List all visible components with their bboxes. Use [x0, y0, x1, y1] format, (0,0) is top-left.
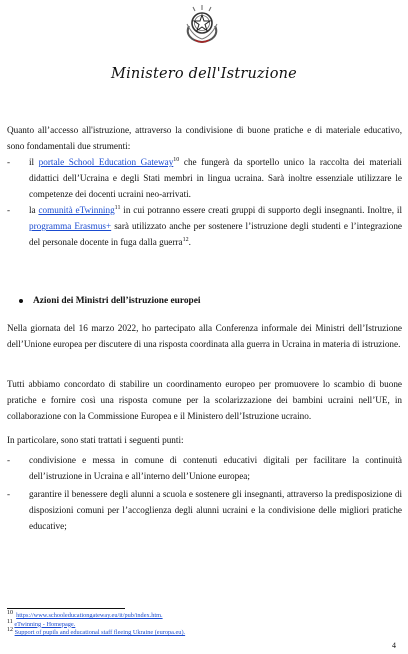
footnote-link[interactable]: Support of pupils and educational staff fleeing Ukraine (europa.eu). — [14, 629, 186, 637]
section-paragraph-3: In particolare, sono stati trattati i seguenti punti: — [7, 435, 184, 445]
footnote-link[interactable]: https://www.schooleducationgateway.eu/it/pub/index.htm. — [16, 612, 163, 619]
ministry-title: Ministero dell'Istruzione — [111, 66, 297, 82]
list-dash: - — [7, 157, 11, 167]
intro-paragraph: Quanto all’accesso all'istruzione, attraverso la condivisione di buone pratiche e di materiale educativo, sono fondamentali due strumenti: — [7, 125, 402, 151]
list-text: il — [29, 157, 39, 167]
footnote-ref: 10 — [173, 156, 180, 163]
list-item — [7, 202, 402, 250]
footnote-divider — [7, 608, 125, 609]
etwinning-link[interactable]: comunità eTwinning — [38, 205, 115, 215]
footnote-ref: 12 — [182, 236, 189, 243]
school-education-gateway-link[interactable]: portale School Education Gateway — [38, 157, 174, 167]
list-dash: - — [7, 455, 11, 465]
list-dash: - — [7, 489, 11, 499]
list-text: sarà utilizzato anche per sostenere l’istruzione degli studenti e l’integrazione del personale docente in fuga dalla guerra — [29, 221, 402, 247]
footnote-ref: 11 — [114, 204, 121, 211]
footnote — [7, 609, 387, 621]
list-item — [7, 154, 402, 202]
section-heading — [19, 296, 201, 306]
list-text: in cui potranno essere creati gruppi di supporto degli insegnanti. Inoltre, il — [120, 205, 402, 215]
list-text: condivisione e messa in comune di contenuti educativi digitali per facilitare la continuità dell’istruzione in Ucraina e all’interno dell’Unione europea; — [29, 455, 402, 481]
points-block — [7, 452, 402, 534]
section-heading-text: Azioni dei Ministri dell’istruzione europei — [33, 296, 201, 306]
footnote-number: 10 — [7, 609, 13, 616]
footnote — [7, 618, 387, 630]
points-list — [7, 452, 402, 534]
section-paragraph-2: Tutti abbiamo concordato di stabilire un coordinamento europeo per promuovere lo scambio di buone pratiche e fornire così una risposta comune per la scolarizzazione dei bambini ucraini nell’UE, in collaborazione con la Commissione Europea e il Ministero dell’Istruzione ucraino. — [7, 379, 402, 421]
list-text: che fungerà da sportello unico la raccolta dei materiali didattici dell’Ucraina e degli Stati membri in lingua ucraina. Sarà inoltre essenziale utilizzare le competenze dei docenti ucraini neo-arrivati. — [29, 157, 402, 199]
italian-republic-emblem — [181, 4, 223, 44]
intro-block — [7, 122, 402, 250]
footnote-number: 11 — [7, 618, 13, 625]
footnote-number: 12 — [7, 627, 13, 634]
erasmus-link[interactable]: programma Erasmus+ — [29, 221, 112, 231]
page-number: 4 — [392, 641, 396, 650]
section-paragraph-1: Nella giornata del 16 marzo 2022, ho partecipato alla Conferenza informale dei Ministri dell’Istruzione dell’Unione europea per discutere di una risposta coordinata alla guerra in Ucraina in materia di istruzione. — [7, 323, 402, 349]
list-item — [7, 452, 402, 484]
list-text: la — [29, 205, 39, 215]
list-dash: - — [7, 205, 11, 215]
footnotes — [7, 609, 387, 638]
bullet-icon — [19, 299, 23, 303]
tools-list — [7, 154, 402, 250]
list-text: garantire il benessere degli alunni a scuola e sostenere gli insegnanti, attraverso la predisposizione di disposizioni comuni per l’accoglienza degli alunni ucraini e la condivisione delle migliori pratiche educative; — [29, 489, 402, 531]
footnote-link[interactable]: eTwinning - Homepage. — [14, 620, 76, 628]
list-item — [7, 486, 402, 534]
list-text: . — [188, 237, 191, 247]
footnote — [7, 629, 387, 638]
